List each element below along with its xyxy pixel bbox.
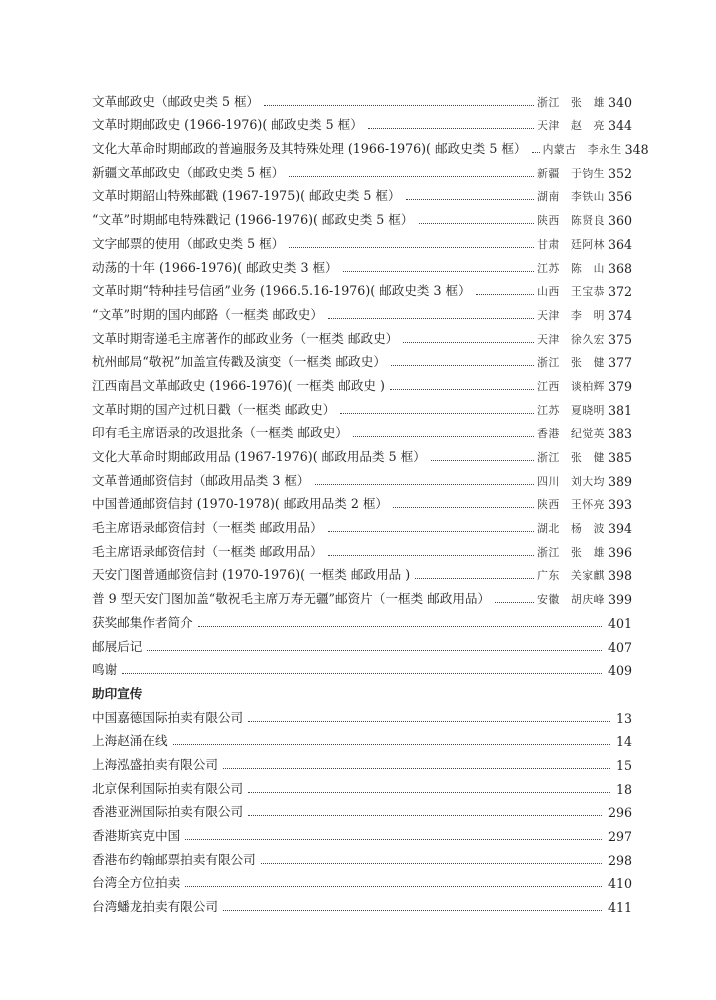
dot-leader	[495, 602, 534, 603]
entry-title: 文化大革命时期邮政用品 (1967-1976)( 邮政用品类 5 框）	[92, 449, 426, 464]
toc-entry[interactable]	[92, 370, 632, 394]
entry-title: 杭州邮局“敬祝”加盖宣传戳及演变（一框类 邮政史）	[92, 354, 386, 370]
entry-author: 陕西 王怀亮	[537, 498, 605, 512]
toc-entry[interactable]	[92, 465, 632, 489]
entry-page-number: 368	[607, 260, 632, 276]
entry-author: 香港 纪觉英	[537, 427, 605, 441]
entry-author: 浙江 张 雄	[537, 545, 605, 559]
dot-leader	[328, 555, 534, 556]
entry-author: 新疆 于钧生	[537, 166, 605, 180]
sponsor-heading: 助印宣传	[92, 685, 143, 701]
sponsor-list	[92, 702, 632, 915]
dot-leader	[368, 128, 534, 129]
entry-title: 获奖邮集作者简介	[92, 614, 193, 630]
entry-title: 文革时期邮政史 (1966-1976)( 邮政史类 5 框）	[92, 117, 363, 133]
entry-page-number: 383	[607, 426, 632, 442]
dot-leader	[248, 815, 602, 816]
entry-page-number: 360	[607, 213, 632, 229]
toc-entry[interactable]	[92, 276, 632, 300]
entry-author: 天津 李 明	[537, 308, 605, 322]
dot-leader	[185, 886, 602, 887]
toc-entry[interactable]	[92, 228, 632, 252]
entry-page-number: 375	[607, 331, 632, 347]
toc-entry[interactable]	[92, 133, 649, 158]
toc-entry[interactable]	[92, 844, 632, 868]
dot-leader	[248, 792, 610, 793]
toc-entry[interactable]	[92, 702, 632, 726]
entry-title: 文革时期韶山特殊邮戳 (1967-1975)( 邮政史类 5 框）	[92, 188, 401, 204]
toc-entry[interactable]	[92, 110, 632, 134]
entry-title: 台湾蟠龙拍卖有限公司	[92, 899, 218, 915]
entry-page-number: 372	[607, 284, 632, 300]
entry-title: 台湾全方位拍卖	[92, 875, 181, 891]
entry-page-number: 398	[607, 568, 632, 584]
entry-author: 甘肃 廷阿林	[537, 237, 605, 251]
entry-author: 湖北 杨 波	[537, 522, 605, 536]
entry-page-number: 379	[607, 378, 632, 394]
toc-entry[interactable]	[92, 607, 632, 631]
entry-page-number: 298	[607, 852, 632, 868]
toc-entry[interactable]	[92, 441, 632, 465]
dot-leader	[315, 484, 535, 485]
entry-page-number: 297	[607, 829, 632, 844]
entry-author: 四川 刘大均	[537, 474, 605, 488]
toc-entry[interactable]	[92, 868, 632, 892]
entry-title: 上海赵涌在线	[92, 733, 168, 749]
entry-title: 文革普通邮资信封（邮政用品类 3 框）	[92, 472, 310, 488]
entry-author: 江苏 夏晓明	[537, 403, 605, 417]
entry-title: 毛主席语录邮资信封（一框类 邮政用品）	[92, 543, 323, 559]
entry-author: 天津 赵 亮	[537, 119, 605, 133]
dot-leader	[328, 318, 534, 319]
entry-author: 湖南 李铁山	[537, 190, 605, 204]
toc-entry[interactable]	[92, 655, 632, 679]
entry-title: 鸣谢	[92, 662, 118, 678]
entry-page-number: 393	[607, 497, 632, 513]
entry-page-number: 409	[607, 663, 632, 679]
entry-page-number: 348	[624, 142, 649, 158]
dot-leader	[390, 389, 534, 390]
toc-entry[interactable]	[92, 583, 632, 607]
entry-list	[92, 86, 649, 679]
dot-leader	[476, 294, 534, 295]
entry-page-number: 401	[607, 615, 632, 631]
entry-page-number: 410	[607, 876, 632, 892]
entry-title: 香港斯宾克中国	[92, 828, 181, 843]
entry-page-number: 14	[615, 734, 632, 750]
entry-title: 香港亚洲国际拍卖有限公司	[92, 804, 244, 820]
dot-leader	[147, 650, 602, 651]
toc-entry[interactable]	[92, 726, 632, 750]
entry-title: 文革时期“特种挂号信函”业务 (1966.5.16-1976)( 邮政史类 3 框）	[92, 283, 471, 299]
entry-title: “文革”时期邮电特殊戳记 (1966-1976)( 邮政史类 5 框）	[92, 212, 414, 228]
entry-page-number: 389	[607, 473, 632, 489]
dot-leader	[198, 626, 602, 627]
entry-author: 浙江 张 健	[537, 451, 605, 464]
toc-entry[interactable]	[92, 773, 632, 797]
entry-page-number: 340	[607, 94, 632, 110]
entry-title: 邮展后记	[92, 638, 143, 654]
entry-title: “文革”时期的国内邮路（一框类 邮政史）	[92, 306, 323, 322]
entry-author: 陕西 陈贤良	[537, 214, 605, 228]
dot-leader	[431, 460, 534, 461]
toc-entry[interactable]	[92, 631, 632, 655]
entry-title: 印有毛主席语录的改退批条（一框类 邮政史）	[92, 425, 348, 441]
dot-leader	[223, 768, 610, 769]
entry-title: 文字邮票的使用（邮政史类 5 框）	[92, 235, 285, 251]
entry-page-number: 18	[615, 781, 632, 797]
toc-entry[interactable]	[92, 512, 632, 536]
entry-author: 山西 王宝恭	[537, 285, 605, 299]
entry-title: 文化大革命时期邮政的普遍服务及其特殊处理 (1966-1976)( 邮政史类 5 框）	[92, 141, 527, 157]
dot-leader	[406, 199, 535, 200]
toc-entry[interactable]	[92, 157, 632, 181]
entry-author: 浙江 张 雄	[537, 95, 605, 109]
entry-page-number: 381	[607, 402, 632, 418]
entry-page-number: 385	[607, 450, 632, 465]
entry-page-number: 407	[607, 639, 632, 655]
entry-title: 文革时期寄递毛主席著作的邮政业务（一框类 邮政史）	[92, 330, 399, 346]
dot-leader	[353, 436, 534, 437]
table-of-contents	[92, 86, 649, 916]
entry-author: 江西 谈柏辉	[537, 379, 605, 393]
entry-title: 新疆文革邮政史（邮政史类 5 框）	[92, 164, 285, 180]
entry-page-number: 374	[607, 307, 632, 323]
entry-title: 江西南昌文革邮政史 (1966-1976)( 一框类 邮政史 )	[92, 377, 385, 393]
entry-title: 上海泓盛拍卖有限公司	[92, 756, 218, 772]
entry-title: 文革时期的国产过机日戳（一框类 邮政史）	[92, 401, 336, 417]
dot-leader	[223, 910, 602, 911]
dot-leader	[419, 223, 535, 224]
entry-page-number: 296	[607, 805, 632, 821]
dot-leader	[340, 413, 534, 414]
entry-page-number: 13	[615, 710, 632, 726]
entry-page-number: 352	[607, 165, 632, 181]
entry-author: 江苏 陈 山	[537, 261, 605, 275]
dot-leader	[343, 271, 535, 272]
entry-author: 安徽 胡庆峰	[537, 593, 605, 607]
toc-entry[interactable]	[92, 536, 632, 560]
entry-page-number: 411	[607, 900, 632, 916]
entry-title: 普 9 型天安门图加盖“敬祝毛主席万寿无疆”邮资片（一框类 邮政用品）	[92, 591, 491, 607]
toc-entry[interactable]	[92, 560, 632, 584]
entry-title: 北京保利国际拍卖有限公司	[92, 780, 244, 796]
entry-title: 文革邮政史（邮政史类 5 框）	[92, 93, 260, 109]
dot-leader	[289, 176, 534, 177]
dot-leader	[289, 247, 534, 248]
dot-leader	[415, 578, 534, 579]
toc-entry[interactable]	[92, 252, 632, 276]
entry-page-number: 377	[607, 355, 632, 371]
entry-page-number: 344	[607, 118, 632, 134]
entry-page-number: 394	[607, 521, 632, 537]
entry-author: 浙江 张 健	[537, 356, 605, 370]
toc-entry[interactable]	[92, 181, 632, 205]
entry-author: 广东 关家麒	[537, 569, 605, 583]
toc-entry[interactable]	[92, 394, 632, 418]
toc-entry[interactable]	[92, 347, 632, 371]
dot-leader	[122, 673, 602, 674]
dot-leader	[261, 863, 602, 864]
toc-entry[interactable]	[92, 820, 632, 844]
entry-title: 中国嘉德国际拍卖有限公司	[92, 709, 244, 725]
entry-title: 动荡的十年 (1966-1976)( 邮政史类 3 框）	[92, 259, 338, 275]
entry-author: 天津 徐久宏	[537, 332, 605, 346]
dot-leader	[532, 152, 540, 153]
entry-author: 内蒙古 李永生	[542, 143, 622, 157]
entry-page-number: 399	[607, 592, 632, 608]
dot-leader	[173, 744, 610, 745]
toc-entry[interactable]	[92, 749, 632, 773]
entry-title: 中国普通邮资信封 (1970-1978)( 邮政用品类 2 框）	[92, 496, 389, 512]
dot-leader	[328, 531, 534, 532]
dot-leader	[185, 839, 602, 840]
dot-leader	[391, 365, 534, 366]
dot-leader	[248, 721, 610, 722]
entry-page-number: 396	[607, 544, 632, 560]
entry-title: 毛主席语录邮资信封（一框类 邮政用品）	[92, 520, 323, 536]
dot-leader	[393, 507, 534, 508]
toc-entry[interactable]	[92, 323, 632, 347]
entry-page-number: 364	[607, 236, 632, 252]
toc-entry[interactable]	[92, 489, 632, 513]
toc-entry[interactable]	[92, 418, 632, 442]
entry-page-number: 356	[607, 189, 632, 205]
toc-entry[interactable]	[92, 299, 632, 323]
dot-leader	[403, 342, 534, 343]
entry-title: 天安门图普通邮资信封 (1970-1976)( 一框类 邮政用品 )	[92, 567, 411, 583]
entry-page-number: 15	[615, 757, 632, 773]
entry-title: 香港布约翰邮票拍卖有限公司	[92, 851, 256, 867]
toc-entry[interactable]	[92, 86, 632, 110]
dot-leader	[264, 105, 534, 106]
toc-entry[interactable]	[92, 204, 632, 228]
toc-entry[interactable]	[92, 797, 632, 821]
toc-entry[interactable]	[92, 891, 632, 915]
sponsor-heading-row	[92, 678, 632, 702]
